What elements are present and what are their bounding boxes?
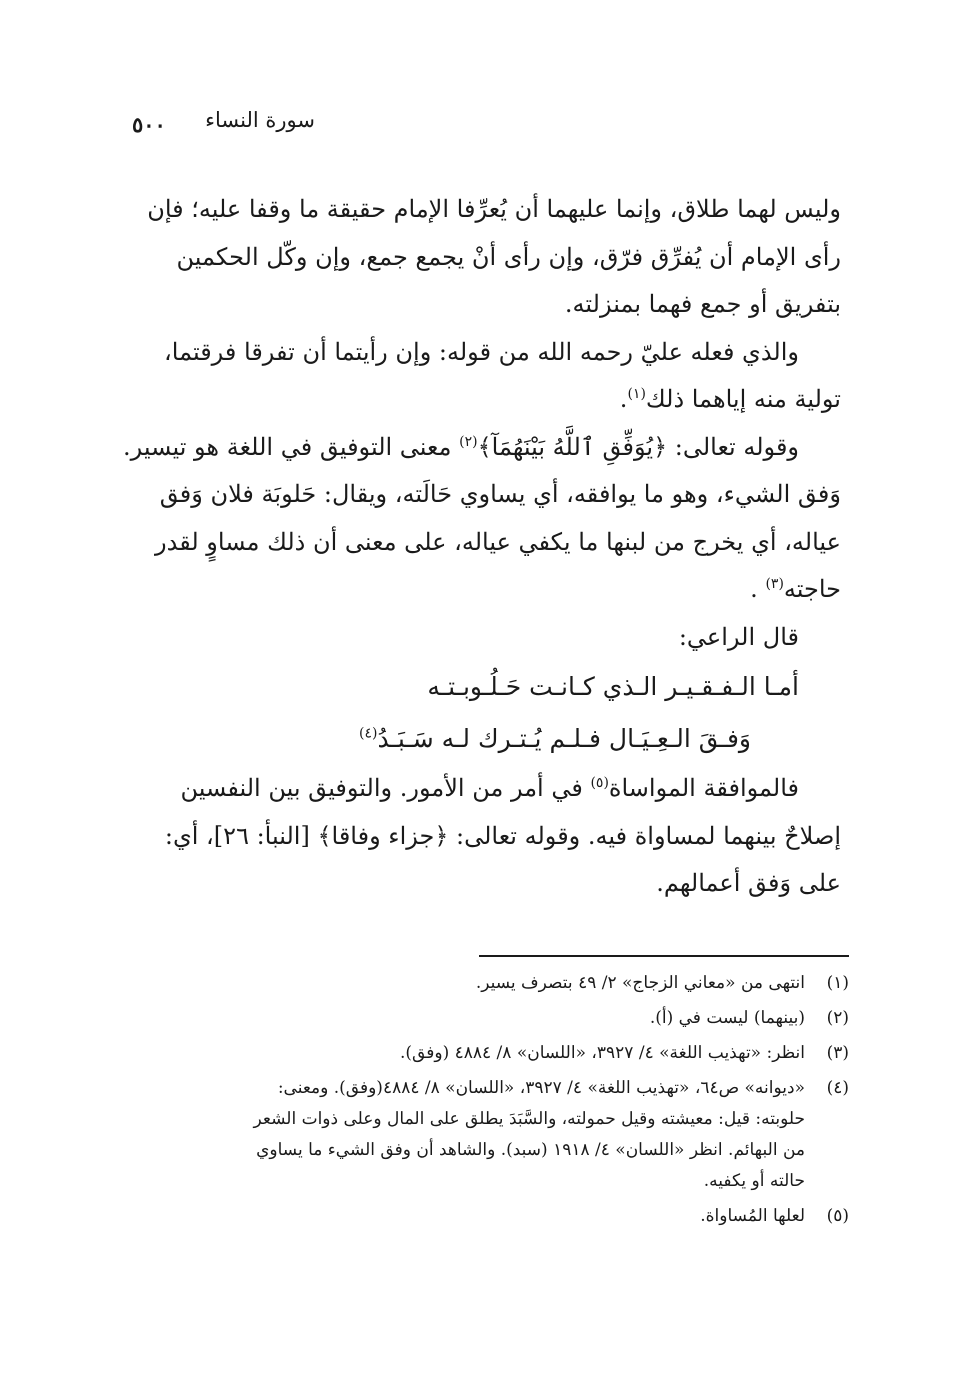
footnote-ref[interactable]: (١) — [627, 386, 646, 402]
running-header-surah: سورة النساء — [205, 108, 315, 132]
footnote-text: انتهى من «معاني الزجاج» ٢/ ٤٩ بتصرف يسير. — [475, 973, 805, 993]
footnote-text: حالته أو يكفيه. — [703, 1171, 805, 1191]
footnote-number: (٥) — [826, 1206, 849, 1226]
footnote-ref[interactable]: (٣) — [765, 576, 784, 592]
text-line — [123, 566, 841, 614]
footnote-number: (٢) — [826, 1008, 849, 1028]
quran-quote: وقوله تعالى: ﴿يُوَفِّقِ ٱللَّهُ بَيْنَهُمَآ﴾ — [477, 432, 799, 461]
footnote-1 — [119, 968, 849, 999]
text-segment: وَفـقَ الـعِـيَـال فـلـم يُـتـرك لـه سَـبَـدُ — [377, 724, 751, 753]
text-line — [123, 376, 841, 424]
text-segment: في أمر من الأمور. والتوفيق بين النفسين — [180, 774, 591, 802]
footnote-text: انظر: «تهذيب اللغة» ٤/ ٣٩٢٧، «اللسان» ٨/ ٤٨٨٤ (وفق). — [400, 1043, 805, 1063]
footnote-ref[interactable]: (٢) — [459, 433, 478, 450]
text-line: وليس لهما طلاق، وإنما عليهما أن يُعرِّفا الإمام حقيقة ما وقفا عليه؛ فإن — [147, 195, 841, 223]
page-number: ٥٠٠ — [132, 112, 166, 137]
text-segment: حاجته — [783, 575, 841, 603]
text-line: والذي فعله عليّ رحمه الله من قوله: وإن رأيتما أن تفرقا فرقتما، — [164, 337, 799, 366]
footnote-3 — [119, 1038, 849, 1069]
text-line — [123, 765, 841, 813]
verse-hemistich-2 — [123, 713, 841, 765]
footnote-5 — [119, 1201, 849, 1232]
text-segment: معنى التوفيق في اللغة هو تيسير. — [123, 432, 460, 461]
footnote-text: لعلها المُساواة. — [700, 1206, 805, 1226]
footnote-2 — [119, 1003, 849, 1034]
text-segment: . — [750, 575, 766, 603]
text-line: عياله، أي يخرج من لبنها ما يكفي عياله، على معنى أن ذلك مساوٍ لقدر — [155, 527, 841, 556]
footnote-number: (٣) — [826, 1043, 849, 1063]
text-line — [123, 424, 841, 472]
footnote-text: من البهائم. انظر «اللسان» ٤/ ١٩١٨ (سبد). والشاهد أن وفق الشيء ما يساوي — [256, 1140, 805, 1160]
poet-attribution: قال الراعي: — [678, 622, 799, 651]
verse-hemistich-1: أمـا الـفـقـيـر الـذي كـانـت حَـلُـوبـتـه — [427, 672, 799, 701]
text-segment: تولية منه إياهما ذلك — [645, 385, 841, 413]
text-segment: فالموافقة المواساة — [608, 774, 799, 802]
footnote-text: «ديوانه» ص٦٤، «تهذيب اللغة» ٤/ ٣٩٢٧، «اللسان» ٨/ ٤٨٨٤(وفق). ومعنى: — [277, 1078, 805, 1098]
footnote-text: حلوبته: قيل: معيشته وقيل حمولته، والسَّبَدَ يطلق على المال وعلى ذوات الشعر — [253, 1109, 805, 1129]
footnote-number: (٤) — [826, 1078, 849, 1098]
text-line: رأى الإمام أن يُفرِّق فرّق، وإن رأى أنْ يجمع جمع، وإن وكّل الحكمين — [176, 242, 841, 271]
text-line: إصلاحٌ بينهما لمساواة فيه. وقوله تعالى: ﴿جزاء وفاقا﴾ [النبأ: ٢٦]، أي: — [164, 821, 841, 850]
footnote-text: (بينهما) ليست في (أ). — [649, 1008, 805, 1028]
footnotes — [119, 968, 849, 1236]
text-line: على وَفق أعمالهم. — [656, 869, 841, 897]
footnote-divider — [479, 955, 849, 957]
text-segment: . — [619, 385, 628, 413]
text-line: وَفق الشيء، وهو ما يوافقه، أي يساوي حَالَته، ويقال: حَلوبَة فلان وَفق — [159, 480, 841, 508]
main-text — [123, 186, 841, 908]
footnote-4 — [119, 1073, 849, 1197]
text-line: بتفريق أو جمع فهما بمنزلته. — [564, 290, 841, 318]
footnote-ref[interactable]: (٤) — [359, 725, 378, 742]
footnote-ref[interactable]: (٥) — [590, 775, 609, 791]
footnote-number: (١) — [826, 973, 849, 993]
